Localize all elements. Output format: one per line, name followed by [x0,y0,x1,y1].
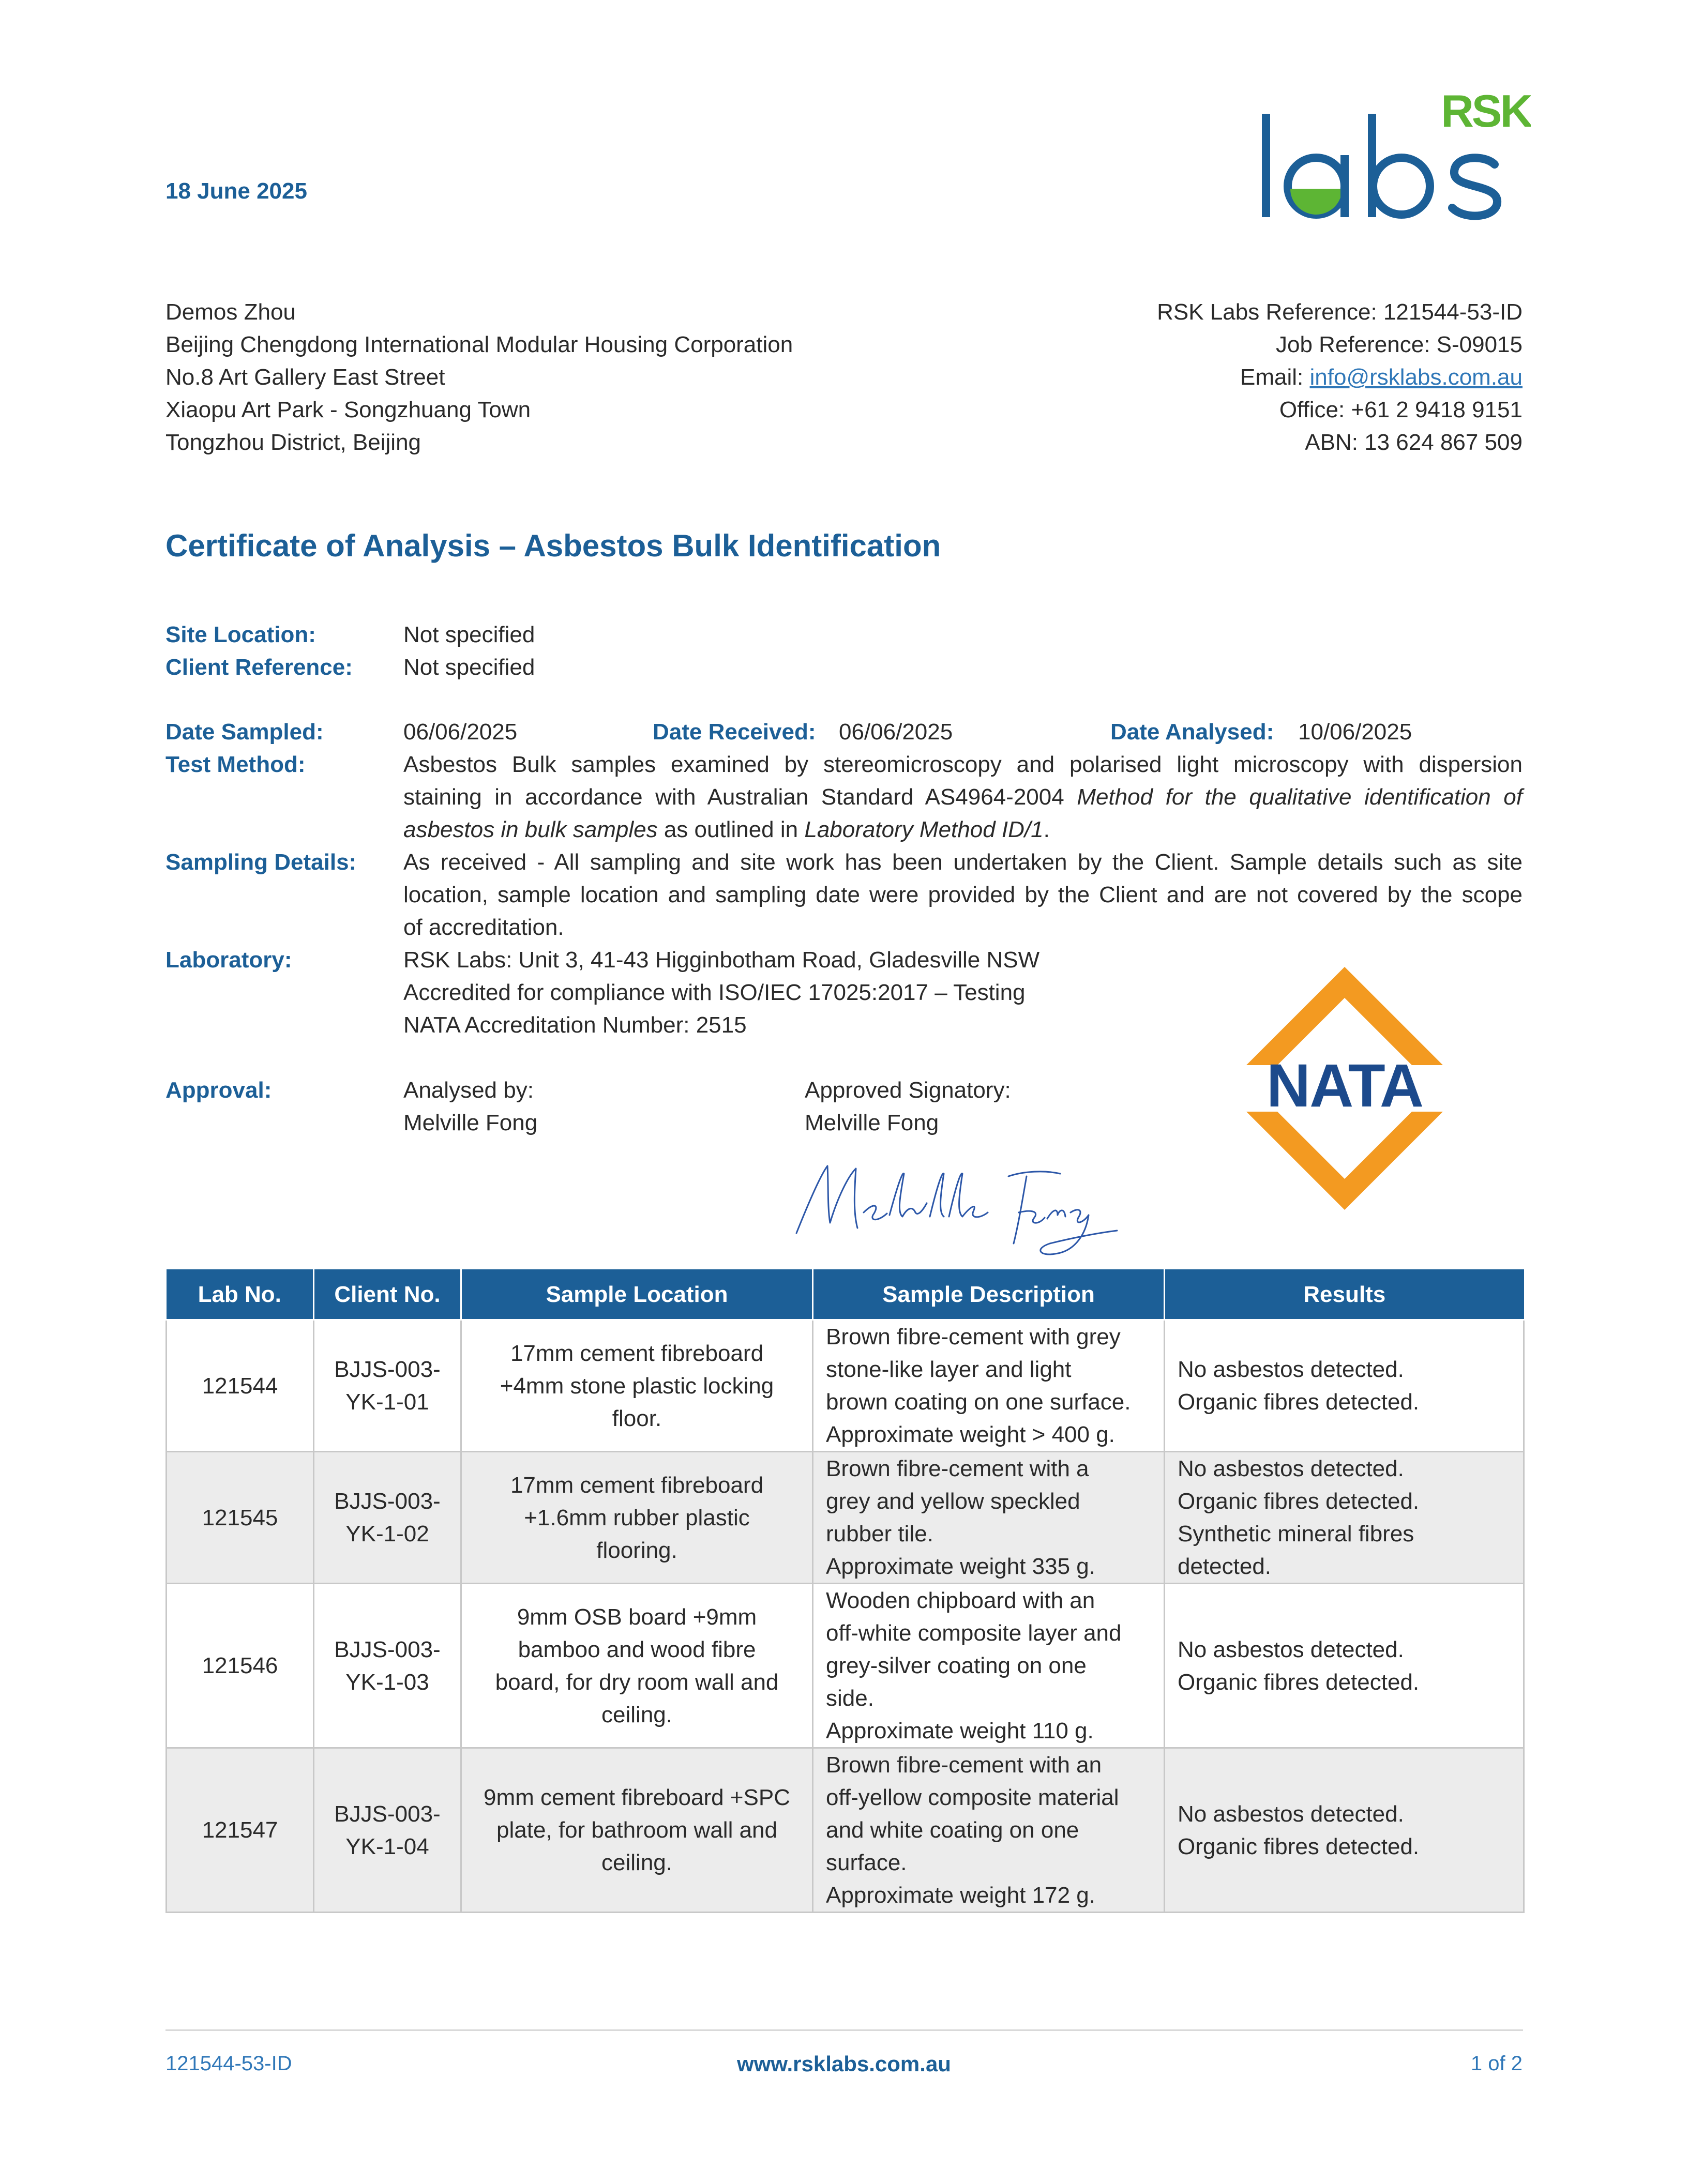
client-no-line: BJJS-003- [334,1801,441,1827]
header-results: Results [1165,1269,1524,1320]
location-cell [461,1584,813,1748]
client-no-cell [314,1748,461,1913]
result-line: Organic fibres detected. [1178,1389,1420,1415]
client-no-line: YK-1-04 [345,1833,429,1859]
sampling-details-text [403,846,1523,944]
location-line: 17mm cement fibreboard [510,1340,764,1366]
lab-no-cell: 121547 [167,1748,314,1913]
test-method-label: Test Method: [165,752,306,777]
svg-text:NATA: NATA [1266,1052,1423,1120]
test-method-line-2 [403,781,1523,813]
email-label: Email: [1240,365,1310,390]
approved-signatory-name: Melville Fong [805,1110,939,1135]
page-number: 1 of 2 [1470,2052,1523,2075]
result-line: No asbestos detected. [1178,1636,1404,1662]
test-method-line-3 [403,813,1523,846]
results-cell [1165,1320,1524,1452]
recipient-block [165,296,793,459]
table-row [167,1320,1524,1452]
location-line: 17mm cement fibreboard [510,1472,764,1498]
location-cell [461,1452,813,1584]
description-cell [813,1584,1165,1748]
test-method-text [403,748,1523,846]
test-method-line-3c: Laboratory Method ID/1 [804,817,1044,842]
results-cell [1165,1584,1524,1748]
footer-website-link[interactable]: www.rsklabs.com.au [737,2052,951,2076]
client-no-line: BJJS-003- [334,1636,441,1662]
client-no-line: BJJS-003- [334,1489,441,1514]
rsk-labs-logo [1262,88,1531,228]
description-cell [813,1452,1165,1584]
client-no-cell [314,1452,461,1584]
recipient-street: No.8 Art Gallery East Street [165,365,445,390]
location-line: 9mm cement fibreboard +SPC [483,1785,791,1810]
email-line [1157,361,1523,393]
description-line: Approximate weight 335 g. [826,1554,1095,1579]
location-line: flooring. [596,1537,677,1563]
test-method-line-3b: as outlined in [657,817,805,842]
results-cell [1165,1452,1524,1584]
date-analysed-label: Date Analysed: [1110,719,1274,745]
recipient-name: Demos Zhou [165,299,296,325]
description-line: surface. [826,1850,907,1875]
sampling-details-line-1: As received - All sampling and site work has been undertaken by the Client. Sample details such as site [403,850,1523,875]
result-line: Organic fibres detected. [1178,1669,1420,1695]
client-reference-value: Not specified [403,655,535,680]
abn: ABN: 13 624 867 509 [1305,430,1523,455]
location-line: 9mm OSB board +9mm [517,1604,757,1630]
result-line: Organic fibres detected. [1178,1833,1420,1859]
results-cell [1165,1748,1524,1913]
description-line: off-yellow composite material [826,1785,1119,1810]
location-line: +1.6mm rubber plastic [524,1505,750,1530]
date-sampled-label: Date Sampled: [165,719,324,745]
result-line: Synthetic mineral fibres [1178,1521,1414,1546]
description-line: side. [826,1686,874,1711]
header-sample-location: Sample Location [461,1269,813,1320]
laboratory-label: Laboratory: [165,947,292,973]
certificate-title: Certificate of Analysis – Asbestos Bulk Identification [165,528,941,563]
description-cell [813,1748,1165,1913]
report-date: 18 June 2025 [165,178,307,204]
sampling-details-label: Sampling Details: [165,850,357,875]
description-line: grey and yellow speckled [826,1489,1080,1514]
description-line: Approximate weight 172 g. [826,1883,1095,1908]
result-line: Organic fibres detected. [1178,1489,1420,1514]
location-cell [461,1320,813,1452]
recipient-company: Beijing Chengdong International Modular Housing Corporation [165,332,793,357]
laboratory-text [403,944,1039,1041]
description-line: Approximate weight > 400 g. [826,1422,1115,1447]
location-cell [461,1748,813,1913]
result-line: No asbestos detected. [1178,1801,1404,1827]
table-row [167,1584,1524,1748]
lab-no-cell: 121545 [167,1452,314,1584]
description-line: and white coating on one [826,1817,1079,1843]
client-no-line: BJJS-003- [334,1357,441,1382]
reference-block [1157,296,1523,459]
laboratory-accreditation: Accredited for compliance with ISO/IEC 17025:2017 – Testing [403,980,1026,1005]
result-line: No asbestos detected. [1178,1456,1404,1481]
description-line: off-white composite layer and [826,1620,1122,1646]
approved-signatory-label: Approved Signatory: [805,1078,1011,1103]
test-method-line-3d: . [1043,817,1050,842]
results-table [165,1269,1525,1913]
footer-reference: 121544-53-ID [165,2052,292,2075]
analysed-by-label: Analysed by: [403,1078,534,1103]
description-cell [813,1320,1165,1452]
location-line: ceiling. [601,1850,672,1875]
client-no-cell [314,1584,461,1748]
test-method-line-1: Asbestos Bulk samples examined by stereomicroscopy and polarised light microscopy with dispersion [403,752,1523,777]
analysed-by-block [403,1074,537,1139]
sampling-details-line-3: of accreditation. [403,915,564,940]
test-method-line-2b: Method for the qualitative identification of [1077,784,1523,810]
result-line: detected. [1178,1554,1272,1579]
location-line: floor. [612,1405,662,1431]
date-sampled-value: 06/06/2025 [403,719,518,745]
site-location-label: Site Location: [165,622,316,647]
client-no-line: YK-1-01 [345,1389,429,1415]
lab-reference: RSK Labs Reference: 121544-53-ID [1157,299,1523,325]
location-line: board, for dry room wall and [495,1669,779,1695]
description-line: rubber tile. [826,1521,933,1546]
table-row [167,1452,1524,1584]
description-line: Wooden chipboard with an [826,1588,1095,1613]
approved-signatory-block [805,1074,1011,1139]
footer-divider [165,2029,1523,2031]
description-line: stone-like layer and light [826,1357,1072,1382]
lab-no-cell: 121546 [167,1584,314,1748]
site-location-value: Not specified [403,622,535,647]
nata-number: NATA Accreditation Number: 2515 [403,1012,747,1038]
email-link[interactable]: info@rsklabs.com.au [1309,365,1523,390]
location-line: plate, for bathroom wall and [496,1817,777,1843]
location-line: ceiling. [601,1702,672,1727]
job-reference: Job Reference: S-09015 [1276,332,1523,357]
date-received-value: 06/06/2025 [839,719,953,745]
client-reference-label: Client Reference: [165,655,353,680]
laboratory-address: RSK Labs: Unit 3, 41-43 Higginbotham Road, Gladesville NSW [403,947,1040,973]
test-method-line-3a: asbestos in bulk samples [403,817,658,842]
test-method-line-2a: staining in accordance with Australian Standard AS4964-2004 [403,784,1077,810]
client-no-cell [314,1320,461,1452]
analysed-by-name: Melville Fong [403,1110,538,1135]
result-line: No asbestos detected. [1178,1357,1404,1382]
table-header-row [167,1269,1524,1320]
date-received-label: Date Received: [653,719,816,745]
header-client-no: Client No. [314,1269,461,1320]
header-lab-no: Lab No. [167,1269,314,1320]
description-line: grey-silver coating on one [826,1653,1087,1678]
client-no-line: YK-1-02 [345,1521,429,1546]
table-row [167,1748,1524,1913]
sampling-details-line-2: location, sample location and sampling date were provided by the Client and are not covered by the scope [403,882,1523,907]
nata-logo [1241,967,1448,1210]
date-analysed-value: 10/06/2025 [1298,719,1412,745]
signature [791,1156,1122,1259]
description-line: brown coating on one surface. [826,1389,1131,1415]
description-line: Brown fibre-cement with a [826,1456,1089,1481]
approval-label: Approval: [165,1078,272,1103]
lab-no-cell: 121544 [167,1320,314,1452]
recipient-area: Xiaopu Art Park - Songzhuang Town [165,397,531,422]
description-line: Brown fibre-cement with an [826,1752,1102,1778]
location-line: bamboo and wood fibre [518,1636,756,1662]
location-line: +4mm stone plastic locking [500,1373,774,1399]
svg-text:RSK: RSK [1441,88,1531,136]
description-line: Brown fibre-cement with grey [826,1324,1121,1349]
description-line: Approximate weight 110 g. [826,1718,1094,1743]
client-no-line: YK-1-03 [345,1669,429,1695]
recipient-city: Tongzhou District, Beijing [165,430,421,455]
office-phone: Office: +61 2 9418 9151 [1279,397,1523,422]
header-sample-description: Sample Description [813,1269,1165,1320]
